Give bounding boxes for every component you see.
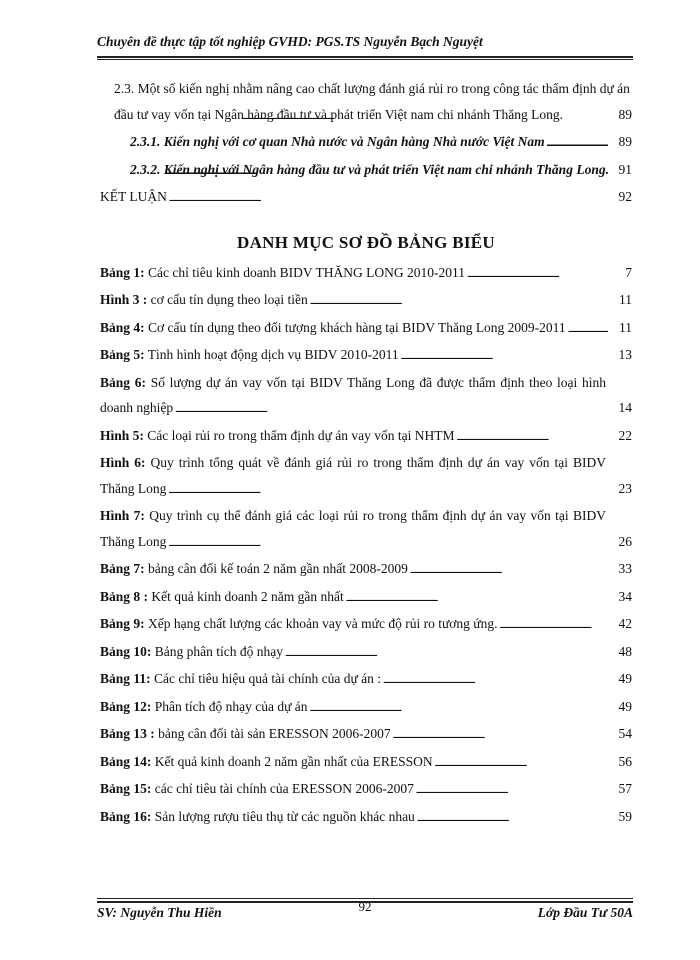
figure-page-number: 49 [618,671,632,686]
toc-entry-text: KẾT LUẬN [100,189,167,204]
dot-leader [499,613,608,639]
figure-entry [100,287,632,315]
toc-entry-text: 2.3.2. Kiến nghị với Ngân hàng đầu tư và phát triển Việt nam chi nhánh Thăng Long. [130,161,609,177]
figure-page-number: 14 [618,400,632,415]
figure-entry [100,804,632,832]
figure-caption: Bảng phân tích độ nhạy [154,643,283,659]
dot-leader [168,531,608,557]
figure-entry [100,315,632,343]
dot-leader [383,668,608,694]
figure-label: Bảng 7: [100,561,145,576]
figure-entry [100,584,632,612]
page-footer [97,899,633,925]
toc-entry-ket-luan [100,184,632,212]
figure-entry [100,556,632,584]
page-header: Chuyên đề thực tập tốt nghiệp GVHD: PGS.TS Nguyễn Bạch Nguyệt [97,34,483,49]
figure-label: Bảng 12: [100,698,152,714]
figure-entry [100,503,632,556]
figure-caption: Cơ cấu tín dụng theo đối tượng khách hàng tại BIDV Thăng Long 2009-2011 [148,319,566,335]
figure-entry [100,342,632,370]
figure-page-number: 54 [618,726,632,741]
figure-label: Hình 5: [100,427,144,443]
figure-page-number: 56 [618,753,632,769]
figure-caption: Các chỉ tiêu hiệu quả tài chính của dự án : [154,671,382,686]
footer-student: SV: Nguyễn Thu Hiền [97,905,222,920]
figure-caption: Sản lượng rượu tiêu thụ từ các nguồn khác nhau [154,808,415,824]
figure-caption: Số lượng dự án vay vốn tại BIDV Thăng Long đã được thẩm định theo loại hình doanh nghiệp [100,374,607,415]
dot-leader [168,478,608,504]
figure-page-number: 23 [618,480,632,496]
figure-entry [100,721,632,749]
figure-label: Bảng 14: [100,753,152,769]
figure-entry [100,450,632,503]
figure-entry [100,749,632,777]
figure-caption: bảng cân đối kế toán 2 năm gần nhất 2008-2009 [148,561,408,576]
toc-page-number: 92 [618,189,632,204]
toc-entry-2-3 [100,76,632,129]
dot-leader [410,558,608,584]
figure-entry [100,666,632,694]
figure-caption: Các chỉ tiêu kinh doanh BIDV THĂNG LONG 2010-2011 [148,264,465,280]
toc-entry-text: 2.3. Một số kiến nghị nhằm nâng cao chất lượng đánh giá rủi ro trong công tác thẩm định dự án đầu tư vay vốn tại Ngân hàng đầu tư và phát triển Việt nam chi nhánh Thăng Long. [114,81,630,122]
figure-label: Bảng 9: [100,616,145,631]
figure-entry [100,611,632,639]
figure-caption: cơ cấu tín dụng theo loại tiền [150,292,308,307]
figure-caption: Kết quả kinh doanh 2 năm gần nhất [151,588,344,604]
toc-entry-2-3-1 [100,129,632,157]
figure-label: Hình 7: [100,508,145,523]
figure-entry [100,260,632,288]
dot-leader [242,104,608,130]
toc-page-number: 89 [618,134,632,149]
figure-caption: các chỉ tiêu tài chính của ERESSON 2006-2007 [154,781,414,796]
figure-caption: bảng cân đối tài sản ERESSON 2006-2007 [158,726,391,741]
figure-label: Bảng 15: [100,781,152,796]
dot-leader [169,186,608,212]
list-of-figures-title: DANH MỤC SƠ ĐỒ BẢNG BIỂU [237,232,495,252]
figure-label: Bảng 5: [100,347,145,362]
figure-caption: Kết quả kinh doanh 2 năm gần nhất của ERESSON [154,753,433,769]
toc-entry-text: 2.3.1. Kiến nghị với cơ quan Nhà nước và Ngân hàng Nhà nước Việt Nam [130,134,545,149]
dot-leader [310,696,608,722]
dot-leader [285,641,608,667]
figure-page-number: 11 [619,319,632,335]
figure-page-number: 42 [618,616,632,631]
list-of-figures [100,260,632,832]
dot-leader [417,806,608,832]
figure-label: Bảng 4: [100,319,145,335]
figure-caption: Tình hình hoạt động dịch vụ BIDV 2010-2011 [147,347,399,362]
figure-page-number: 34 [618,588,632,604]
figure-page-number: 49 [618,698,632,714]
figure-page-number: 7 [625,264,632,280]
figure-caption: Quy trình cụ thể đánh giá các loại rủi ro trong thẩm định dự án vay vốn tại BIDV Thăng Long [100,508,606,549]
footer-class: Lớp Đầu Tư 50A [537,905,633,920]
dot-leader [346,586,608,612]
dot-leader [310,289,608,315]
dot-leader [547,131,608,157]
figure-entry [100,423,632,451]
figure-page-number: 13 [618,347,632,362]
dot-leader [393,723,608,749]
toc-page-number: 89 [618,106,632,122]
figure-label: Bảng 6: [100,374,146,390]
figure-label: Bảng 1: [100,264,145,280]
figure-entry [100,639,632,667]
dot-leader [401,344,608,370]
figure-label: Bảng 11: [100,671,151,686]
figure-caption: Các loại rủi ro trong thẩm định dự án vay vốn tại NHTM [147,427,455,443]
figure-page-number: 33 [618,561,632,576]
figure-label: Hình 6: [100,455,146,470]
figure-entry [100,694,632,722]
dot-leader [467,262,608,288]
toc-entry-2-3-2 [100,157,632,185]
footer-page-number: 92 [358,899,372,914]
header-rule [97,56,633,58]
figure-page-number: 48 [618,643,632,659]
figure-page-number: 57 [618,781,632,796]
dot-leader [435,751,608,777]
figure-label: Bảng 10: [100,643,152,659]
figure-label: Hình 3 : [100,292,148,307]
figure-page-number: 11 [619,292,632,307]
toc-page-number: 91 [618,161,632,177]
figure-entry [100,370,632,423]
figure-label: Bảng 8 : [100,588,149,604]
figure-page-number: 22 [618,427,632,443]
dot-leader [416,778,608,804]
figure-page-number: 59 [618,808,632,824]
dot-leader [457,425,608,451]
figure-page-number: 26 [618,533,632,549]
dot-leader [165,159,608,185]
figure-caption: Quy trình tổng quát về đánh giá rủi ro trong thẩm định dự án vay vốn tại BIDV Thăng Long [100,455,606,496]
figure-label: Bảng 16: [100,808,152,824]
table-of-contents [100,76,632,831]
header-rule-thin [97,59,633,60]
dot-leader [175,397,608,423]
figure-caption: Xếp hạng chất lượng các khoản vay và mức độ rủi ro tương ứng. [148,616,498,631]
dot-leader [568,317,608,343]
figure-caption: Phân tích độ nhạy của dự án [154,698,308,714]
figure-entry [100,776,632,804]
figure-label: Bảng 13 : [100,726,155,741]
